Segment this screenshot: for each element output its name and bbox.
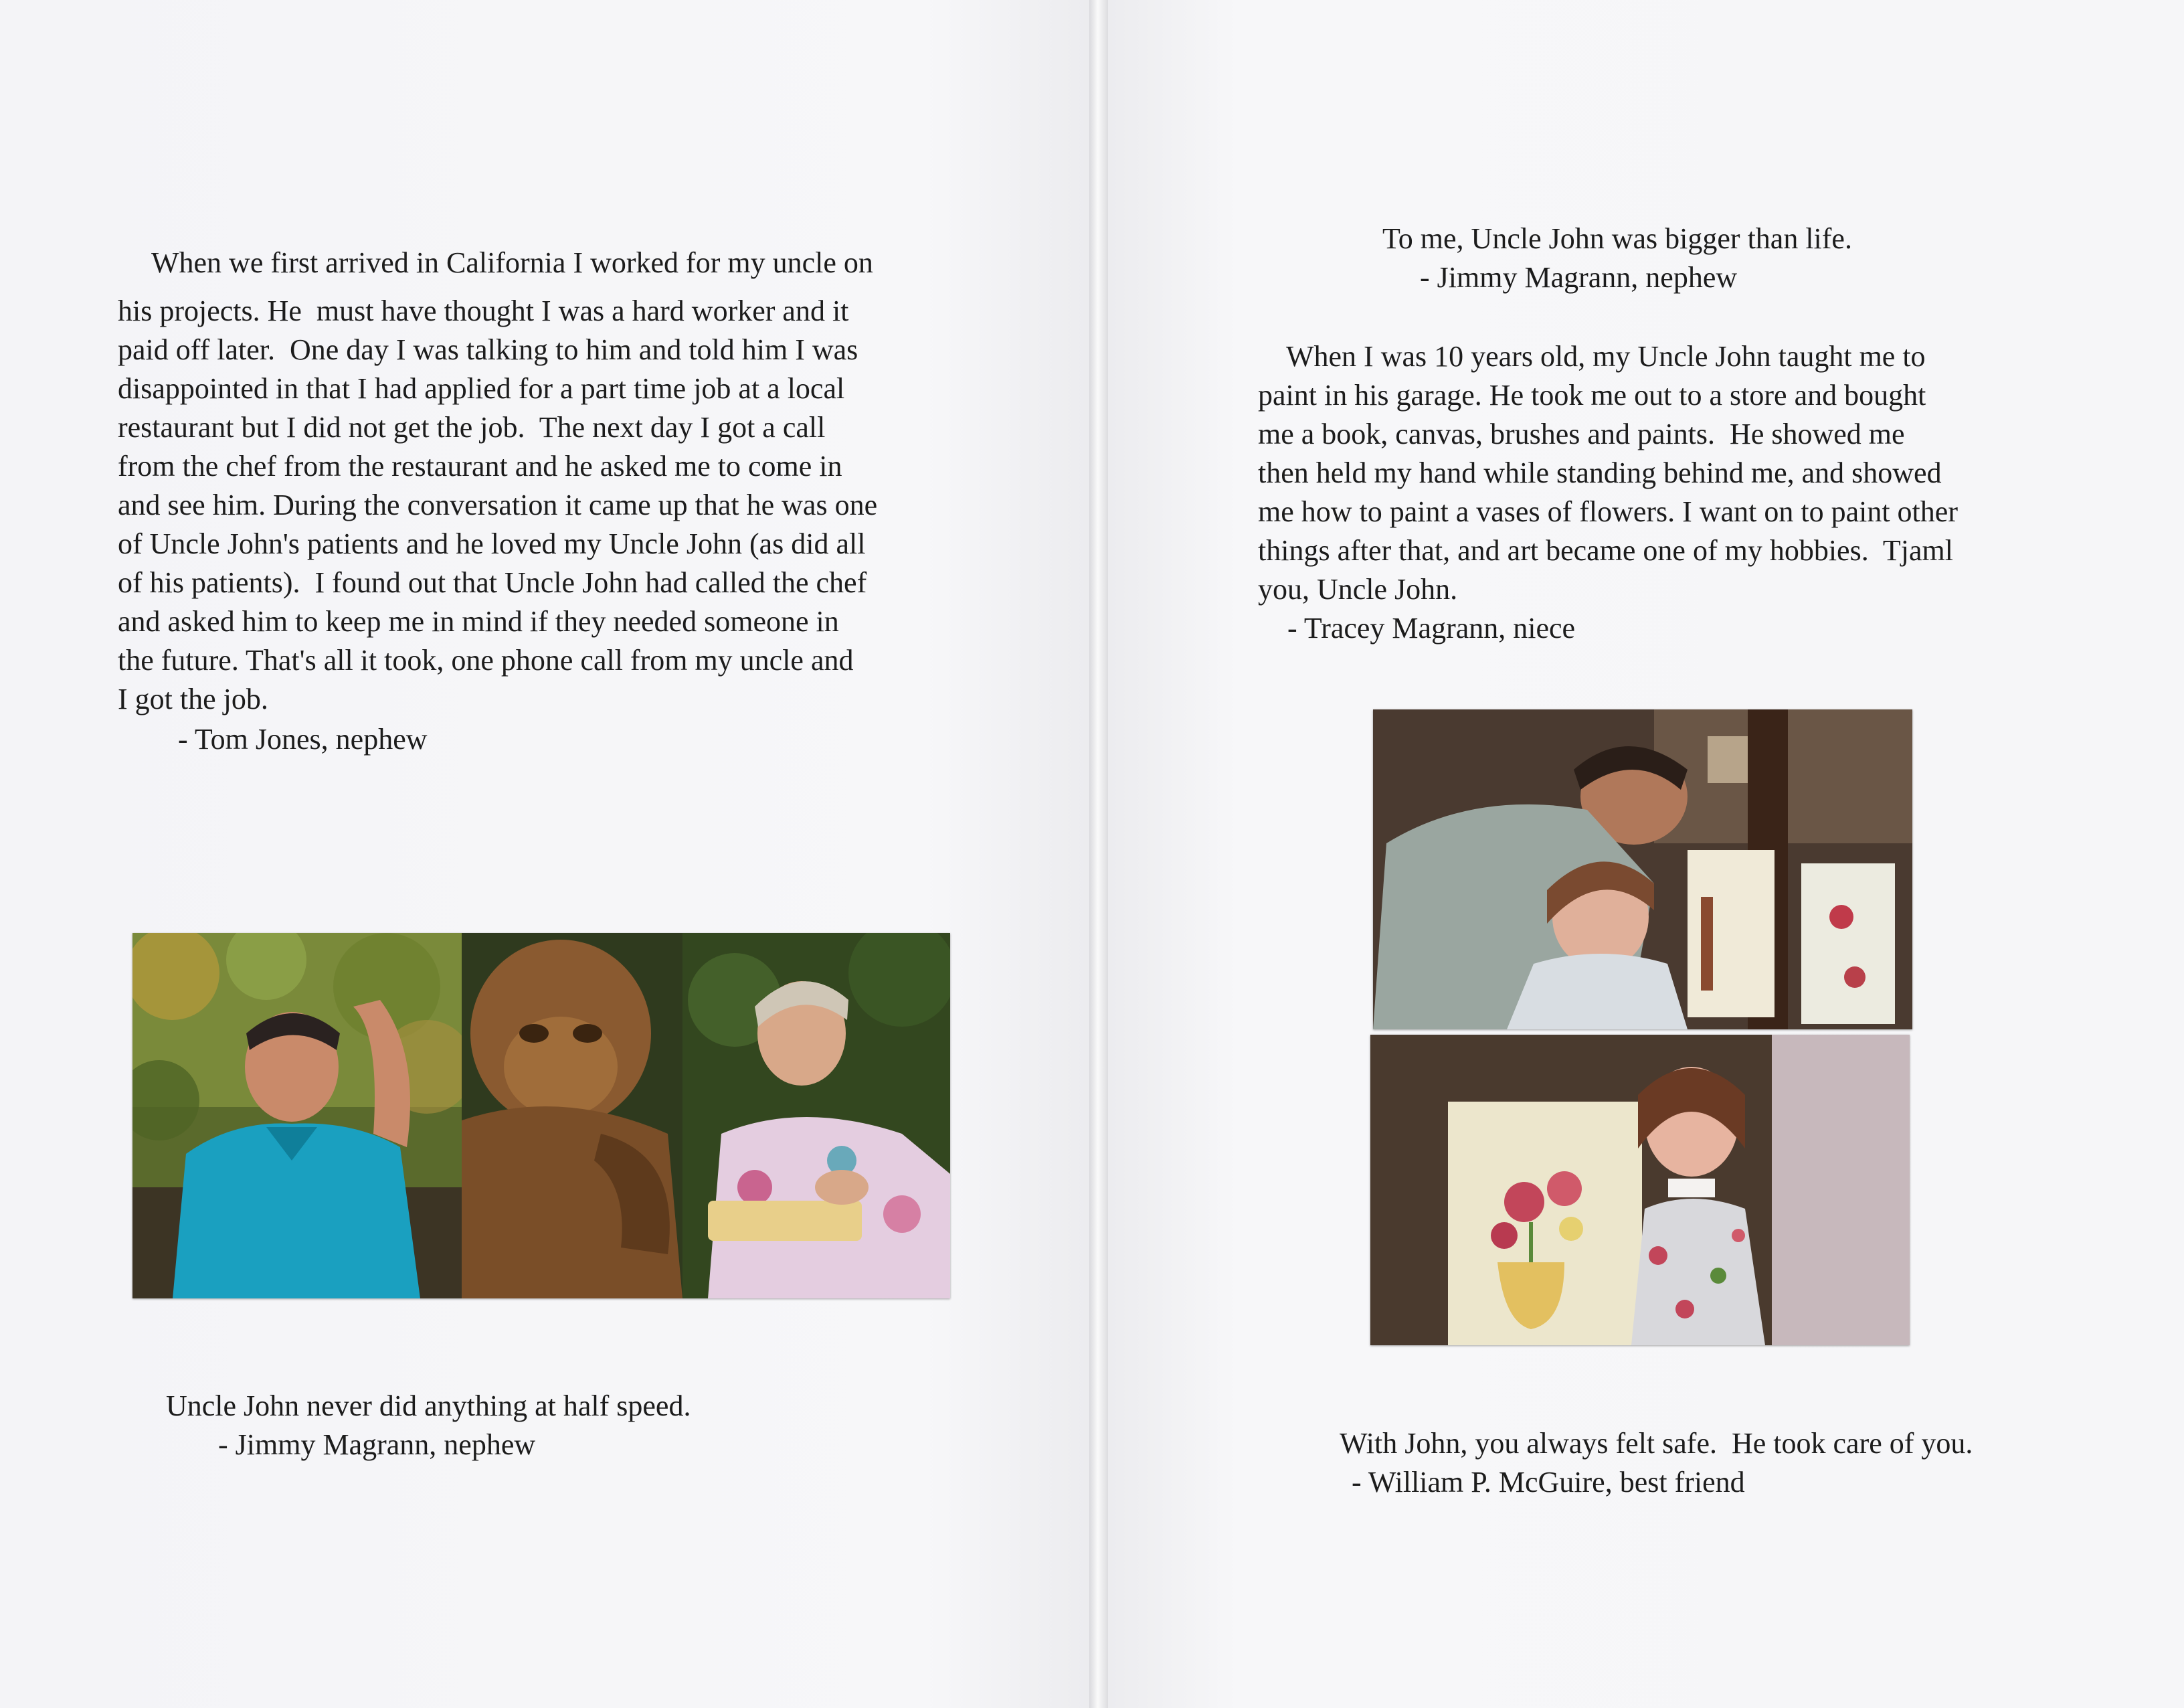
photo-image xyxy=(1373,709,1912,1029)
photo-image xyxy=(1370,1035,1910,1345)
story-line: you, Uncle John. xyxy=(1258,573,1458,606)
story-line: from the chef from the restaurant and he asked me to come in xyxy=(118,450,842,483)
story-line: restaurant but I did not get the job. The next day I got a call xyxy=(118,411,826,444)
story-line: disappointed in that I had applied for a part time job at a local xyxy=(118,372,845,405)
story-line: and see him. During the conversation it came up that he was one xyxy=(118,489,878,521)
quote-felt-safe-attribution: - William P. McGuire, best friend xyxy=(1352,1466,1745,1499)
quote-half-speed: Uncle John never did anything at half speed. xyxy=(166,1389,691,1422)
right-page xyxy=(1108,0,2184,1708)
story-line: paid off later. One day I was talking to him and told him I was xyxy=(118,333,858,366)
story-line: of his patients). I found out that Uncle John had called the chef xyxy=(118,566,867,599)
story-line: paint in his garage. He took me out to a store and bought xyxy=(1258,379,1926,412)
story-line: and asked him to keep me in mind if they needed someone in xyxy=(118,605,839,638)
photo-painting-lesson xyxy=(1373,709,1912,1029)
quote-half-speed-attribution: - Jimmy Magrann, nephew xyxy=(218,1428,536,1461)
story-line: When I was 10 years old, my Uncle John taught me to xyxy=(1286,340,1926,373)
story-attribution: - Tom Jones, nephew xyxy=(178,723,428,756)
quote-bigger-than-life-attribution: - Jimmy Magrann, nephew xyxy=(1420,261,1738,294)
photo-image xyxy=(132,933,950,1298)
story-line: of Uncle John's patients and he loved my Uncle John (as did all xyxy=(118,527,866,560)
quote-felt-safe: With John, you always felt safe. He took care of you. xyxy=(1340,1427,1973,1460)
quote-bigger-than-life: To me, Uncle John was bigger than life. xyxy=(1382,222,1852,255)
story-line: me a book, canvas, brushes and paints. He showed me xyxy=(1258,418,1905,450)
story-line: When we first arrived in California I worked for my uncle on xyxy=(151,246,873,279)
story-line: things after that, and art became one of my hobbies. Tjaml xyxy=(1258,534,1953,567)
story-line: then held my hand while standing behind me, and showed xyxy=(1258,456,1942,489)
left-page xyxy=(0,0,1089,1708)
story-attribution: - Tracey Magrann, niece xyxy=(1287,612,1576,645)
book-gutter xyxy=(1089,0,1108,1708)
story-line: the future. That's all it took, one phone call from my uncle and xyxy=(118,644,854,677)
story-line: his projects. He must have thought I was a hard worker and it xyxy=(118,294,849,327)
story-line: I got the job. xyxy=(118,683,268,715)
photo-girl-with-painting xyxy=(1370,1035,1910,1345)
story-line: me how to paint a vases of flowers. I want on to paint other xyxy=(1258,495,1958,528)
photo-collage-vineyard-gorilla xyxy=(132,933,950,1298)
